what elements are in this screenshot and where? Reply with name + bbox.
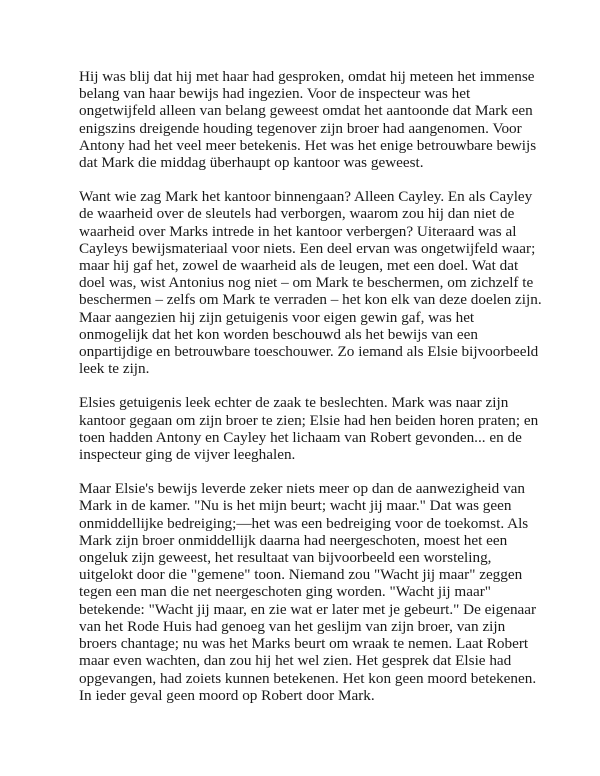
text-line: Mark zijn broer onmiddellijk daarna had neergeschoten, moest het een	[79, 531, 508, 549]
text-line: waarheid over Marks intrede in het kantoor verbergen? Uiteraard was al	[79, 222, 517, 240]
text-line: leek te zijn.	[79, 360, 150, 378]
text-line: In ieder geval geen moord op Robert door Mark.	[79, 686, 375, 704]
text-line: Want wie zag Mark het kantoor binnengaan? Alleen Cayley. En als Cayley	[79, 188, 533, 206]
text-line: de waarheid over de sleutels had verborgen, waarom zou hij dan niet de	[79, 205, 515, 223]
text-line: onpartijdige en betrouwbare toeschouwer. Zo iemand als Elsie bijvoorbeeld	[79, 343, 539, 361]
text-line: Maar aangezien hij zijn getuigenis voor eigen gewin gaf, was het	[79, 308, 475, 326]
text-line: van het Rode Huis had genoeg van het geslijm van zijn broer, van zijn	[79, 617, 506, 635]
text-line: Hij was blij dat hij met haar had gesproken, omdat hij meteen het immense	[79, 68, 535, 85]
text-line: Antony had het veel meer betekenis. Het was het enige betrouwbare bewijs	[79, 136, 537, 154]
paragraph-3	[79, 394, 539, 464]
text-line: Elsies getuigenis leek echter de zaak te beslechten. Mark was naar zijn	[79, 394, 509, 412]
paragraph-1	[79, 68, 537, 172]
text-line: belang van haar bewijs had ingezien. Voor de inspecteur was het	[79, 85, 471, 103]
text-line: maar even wachten, dan zou hij het wel zien. Het gesprek dat Elsie had	[79, 652, 512, 670]
text-line: doel was, wist Antonius nog niet – om Mark te beschermen, om zichzelf te	[79, 274, 534, 292]
paragraph-2	[79, 188, 542, 378]
document-body	[79, 68, 542, 721]
text-line: toen hadden Antony en Cayley het lichaam van Robert gevonden... en de	[79, 428, 522, 446]
text-line: Cayleys bewijsmateriaal voor niets. Een deel ervan was ongetwijfeld waar;	[79, 239, 536, 257]
text-line: Mark in de kamer. "Nu is het mijn beurt; wacht jij maar." Dat was geen	[79, 497, 512, 515]
paragraph-4	[79, 480, 537, 704]
text-line: beschermen – zelfs om Mark te verraden – het kon elk van deze doelen zijn.	[79, 291, 542, 309]
text-line: broers chantage; nu was het Marks beurt om wraak te nemen. Laat Robert	[79, 635, 529, 653]
text-line: onmiddellijke bedreiging;—het was een bedreiging voor de toekomst. Als	[79, 514, 529, 532]
text-line: ongetwijfeld alleen van belang geweest omdat het aantoonde dat Mark een	[79, 102, 533, 120]
text-line: Maar Elsie's bewijs leverde zeker niets meer op dan de aanwezigheid van	[79, 480, 525, 498]
text-line: tegen een man die net neergeschoten ging worden. "Wacht jij maar"	[79, 583, 491, 601]
text-line: ongeluk zijn geweest, het resultaat van bijvoorbeeld een worsteling,	[79, 549, 492, 567]
text-line: dat Mark die middag überhaupt op kantoor was geweest.	[79, 154, 424, 172]
text-line: enigszins dreigende houding tegenover zijn broer had aangenomen. Voor	[79, 119, 522, 137]
text-line: onmogelijk dat het kon worden beschouwd als het bewijs van een	[79, 325, 478, 343]
text-line: uitgelokt door die "gemene" toon. Niemand zou "Wacht jij maar" zeggen	[79, 566, 523, 584]
text-line: betekende: "Wacht jij maar, en zie wat er later met je gebeurt." De eigenaar	[79, 600, 537, 618]
text-line: opgevangen, had zoiets kunnen betekenen. Het kon geen moord betekenen.	[79, 669, 537, 687]
text-line: maar hij gaf het, zowel de waarheid als de leugen, met een doel. Wat dat	[79, 257, 519, 275]
text-line: inspecteur ging de vijver leeghalen.	[79, 446, 296, 464]
text-line: kantoor gegaan om zijn broer te zien; Elsie had hen beiden horen praten; en	[79, 411, 539, 429]
